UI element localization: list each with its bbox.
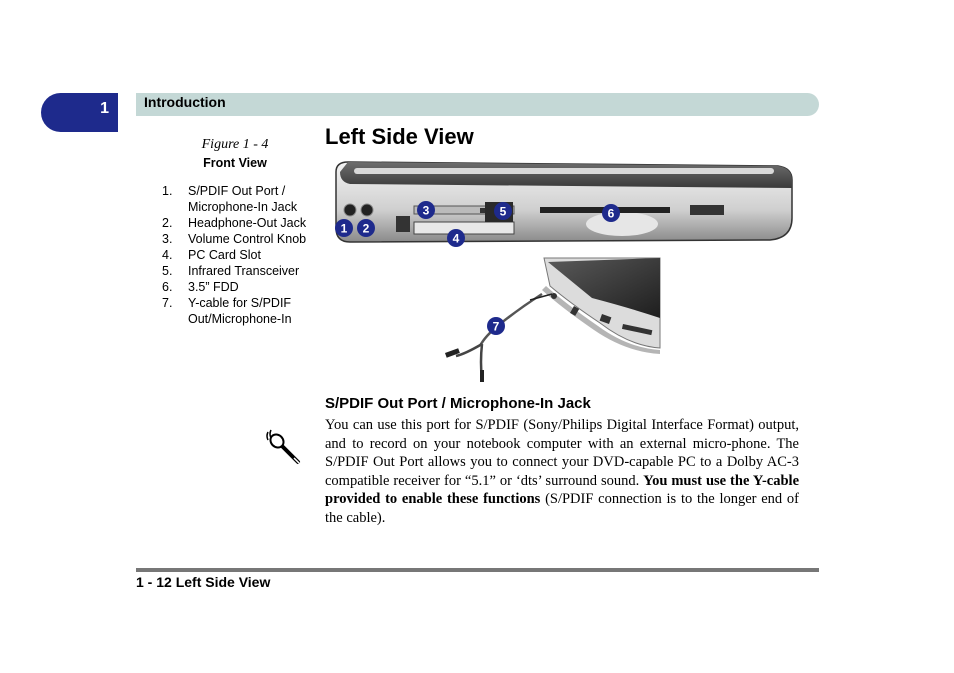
legend-item: [162, 183, 312, 215]
callout-5: [494, 202, 512, 220]
svg-text:3: 3: [422, 203, 430, 218]
body-text-2: (S/PDIF connection is to the longer end of the cable).: [325, 491, 799, 526]
callout-6: [602, 204, 620, 222]
body-text-bold: You must use the Y-cable provided to enable these functions: [325, 472, 800, 508]
section-header-bar: [136, 93, 819, 116]
legend-item-label: S/PDIF Out Port / Microphone-In Jack: [188, 184, 298, 214]
legend-item: [162, 247, 312, 263]
legend-item-number: 6.: [162, 280, 173, 294]
legend-item-label: PC Card Slot: [188, 248, 261, 262]
legend-item: [162, 295, 312, 327]
volume-knob: [396, 216, 410, 232]
legend-item-number: 3.: [162, 232, 173, 246]
page-title: Left Side View: [325, 124, 474, 149]
svg-text:4: 4: [452, 231, 460, 246]
callout-7: [487, 317, 505, 335]
fdd-button: [690, 205, 724, 215]
legend-item: [162, 263, 312, 279]
legend-item-number: 7.: [162, 296, 173, 310]
pc-card-slot: [414, 222, 514, 234]
legend-item: [162, 231, 312, 247]
legend-item-label: Headphone-Out Jack: [188, 216, 307, 230]
laptop-perspective-view: [445, 258, 660, 382]
svg-text:6: 6: [607, 206, 615, 221]
figure-name: Front View: [203, 156, 267, 170]
chapter-number: 1: [100, 100, 109, 117]
section-body: [325, 416, 799, 528]
callout-2: [357, 219, 375, 237]
legend-item-number: 2.: [162, 216, 173, 230]
section-heading: S/PDIF Out Port / Microphone-In Jack: [325, 395, 591, 412]
svg-text:7: 7: [492, 319, 500, 334]
body-text-1: You can use this port for S/PDIF (Sony/Philips Digital Interface Format) output, and to record on your notebook computer with an external micro-phone. The S/PDIF Out Port allows you to connect your DVD-capable PC to a Dolby AC-3 compatible receiver for “5.1” or ‘dts’ surround sound.: [325, 417, 799, 489]
callout-3: [417, 201, 435, 219]
chapter-tab: [41, 93, 118, 132]
fdd-recess: [586, 212, 658, 236]
svg-text:2: 2: [362, 221, 370, 236]
laptop-left-side-illustration: [330, 158, 800, 383]
laptop-lid: [340, 162, 792, 188]
figure-number: Figure 1 - 4: [201, 137, 269, 152]
figure-legend-list: [162, 183, 312, 327]
lid-highlight: [354, 168, 774, 174]
legend-item-label: Infrared Transceiver: [188, 264, 300, 278]
callout-1: [335, 219, 353, 237]
footer-rule: [136, 568, 819, 572]
figure-caption: [160, 137, 310, 170]
audio-jack-2: [361, 204, 373, 216]
svg-text:1: 1: [340, 221, 348, 236]
legend-item-label: Y-cable for S/PDIF Out/Microphone-In: [188, 296, 292, 326]
legend-item-label: Volume Control Knob: [188, 232, 307, 246]
legend-item: [162, 279, 312, 295]
legend-item-number: 1.: [162, 184, 173, 198]
callout-4: [447, 229, 465, 247]
section-title: Introduction: [144, 94, 226, 110]
legend-item: [162, 215, 312, 231]
footer-page-label: 1 - 12 Left Side View: [136, 574, 271, 590]
svg-text:5: 5: [499, 204, 507, 219]
audio-jack-1: [344, 204, 356, 216]
microphone-note-icon: [264, 428, 306, 470]
legend-item-label: 3.5” FDD: [188, 280, 239, 294]
legend-item-number: 5.: [162, 264, 173, 278]
legend-item-number: 4.: [162, 248, 173, 262]
